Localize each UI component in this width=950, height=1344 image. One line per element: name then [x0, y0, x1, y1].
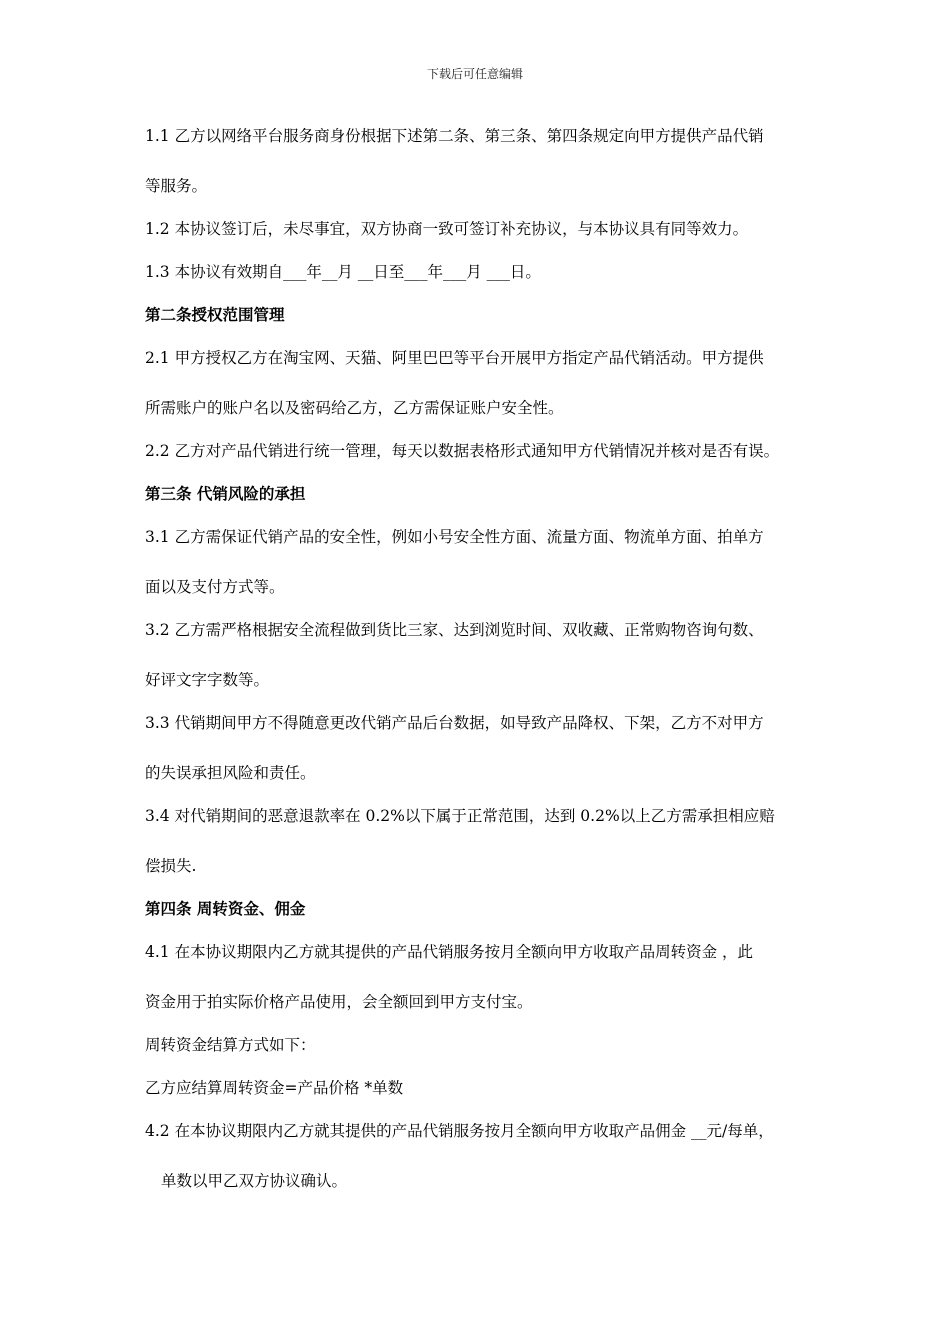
- paragraph-line: 3.3 代销期间甲方不得随意更改代销产品后台数据，如导致产品降权、下架，乙方不对甲方: [145, 714, 764, 732]
- paragraph-line: 2.2 乙方对产品代销进行统一管理，每天以数据表格形式通知甲方代销情况并核对是否有误。: [145, 442, 780, 460]
- paragraph-line: 单数以甲乙双方协议确认。: [161, 1172, 348, 1190]
- section-heading: 第三条 代销风险的承担: [145, 484, 306, 503]
- paragraph-line: 的失误承担风险和责任。: [145, 764, 316, 782]
- paragraph-line: 1.2 本协议签订后，未尽事宜，双方协商一致可签订补充协议，与本协议具有同等效力。: [145, 220, 749, 238]
- paragraph-line: 乙方应结算周转资金=产品价格 *单数: [145, 1079, 404, 1097]
- paragraph-line: 所需账户的账户名以及密码给乙方，乙方需保证账户安全性。: [145, 399, 564, 417]
- paragraph-line: 3.4 对代销期间的恶意退款率在 0.2%以下属于正常范围，达到 0.2%以上乙方需承担相应赔: [145, 807, 775, 825]
- paragraph-line: 1.3 本协议有效期自___年__月 __日至___年___月 ___日。: [145, 263, 541, 281]
- paragraph-line: 4.1 在本协议期限内乙方就其提供的产品代销服务按月全额向甲方收取产品周转资金 ，此: [145, 943, 754, 961]
- paragraph-line: 面以及支付方式等。: [145, 578, 285, 596]
- paragraph-line: 偿损失.: [145, 857, 197, 875]
- paragraph-line: 2.1 甲方授权乙方在淘宝网、天猫、阿里巴巴等平台开展甲方指定产品代销活动。甲方提供: [145, 349, 764, 367]
- paragraph-line: 好评文字字数等。: [145, 671, 270, 689]
- paragraph-line: 3.1 乙方需保证代销产品的安全性，例如小号安全性方面、流量方面、物流单方面、拍单方: [145, 528, 764, 546]
- section-heading: 第四条 周转资金、佣金: [145, 899, 306, 918]
- header-note: 下载后可任意编辑: [426, 67, 523, 81]
- paragraph-line: 1.1 乙方以网络平台服务商身份根据下述第二条、第三条、第四条规定向甲方提供产品代销: [145, 127, 764, 145]
- paragraph-line: 周转资金结算方式如下：: [145, 1036, 316, 1054]
- paragraph-line: 资金用于拍实际价格产品使用，会全额回到甲方支付宝。: [145, 993, 533, 1011]
- section-heading: 第二条授权范围管理: [145, 305, 285, 324]
- paragraph-line: 3.2 乙方需严格根据安全流程做到货比三家、达到浏览时间、双收藏、正常购物咨询句数、: [145, 621, 764, 639]
- paragraph-line: 4.2 在本协议期限内乙方就其提供的产品代销服务按月全额向甲方收取产品佣金 __元/每单，: [145, 1122, 774, 1140]
- document-body: [145, 120, 825, 1197]
- paragraph-line: 等服务。: [145, 177, 208, 195]
